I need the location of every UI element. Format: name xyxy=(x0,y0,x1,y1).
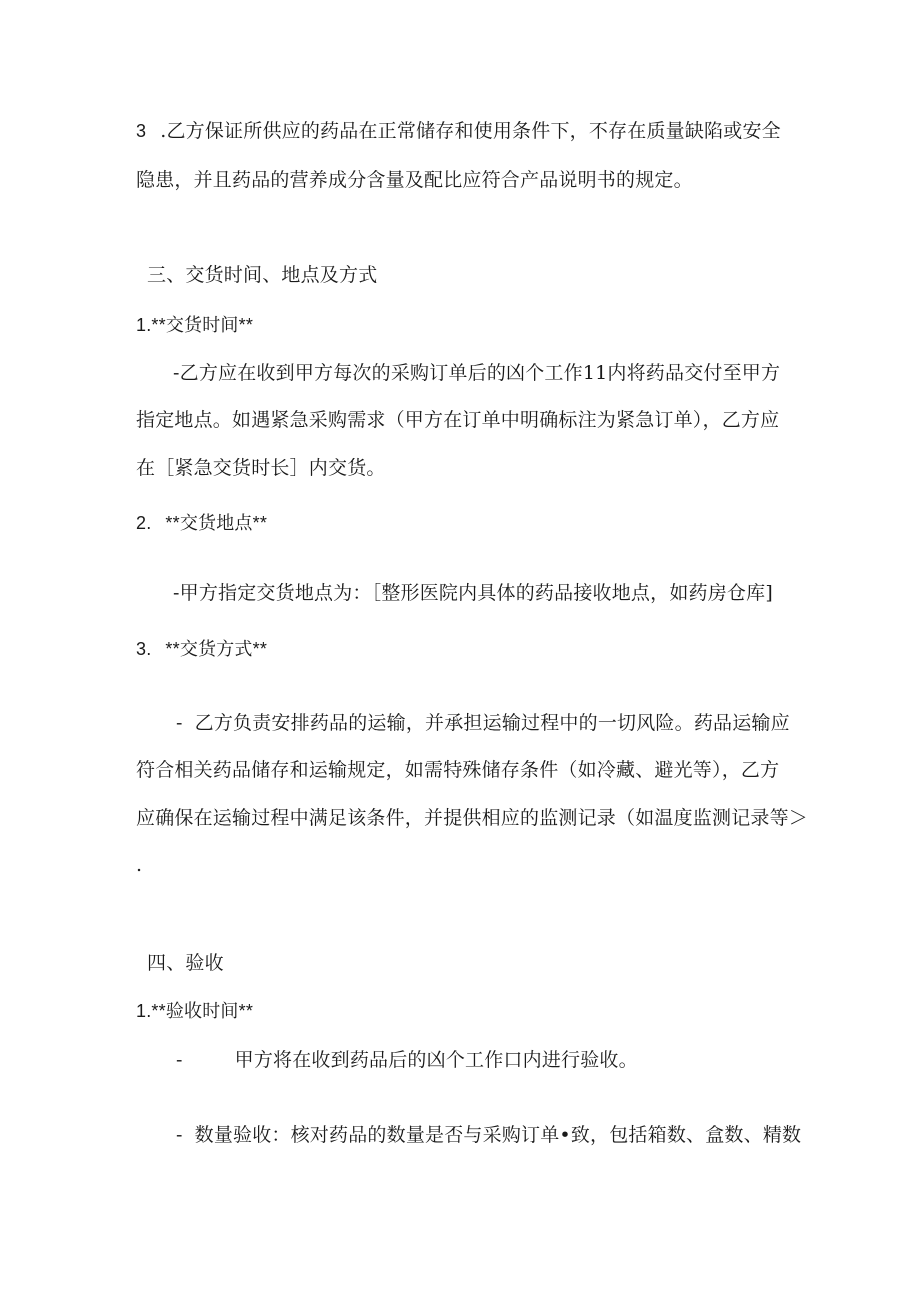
section3-sub2-line1: -甲方指定交货地点为：［整形医院内具体的药品接收地点，如药房仓库] xyxy=(173,582,773,604)
item3-line2: 隐患，并且药品的营养成分含量及配比应符合产品说明书的规定。 xyxy=(136,169,693,191)
section4-sub1-line2: 数量验收：核对药品的数量是否与采购订单•致，包括箱数、盒数、精数 xyxy=(194,1124,802,1146)
section3-sub1-line1: -乙方应在收到甲方每次的采购订单后的凶个工作11内将药品交付至甲方 xyxy=(173,362,781,384)
section3-heading: 三、交货时间、地点及方式 xyxy=(147,264,378,286)
section3-sub3-line3: 应确保在运输过程中满足该条件，并提供相应的监测记录（如温度监测记录等＞ xyxy=(136,807,809,829)
section3-sub3-line4: . xyxy=(136,854,143,876)
section3-sub2-label: **交货地点** xyxy=(165,513,268,533)
section3-sub1-label: 1.**交货时间** xyxy=(136,315,254,335)
section4-sub1-line1: 甲方将在收到药品后的凶个工作口内进行验收。 xyxy=(234,1049,638,1071)
section3-sub3-line1: 乙方负责安排药品的运输，并承担运输过程中的一切风险。药品运输应 xyxy=(194,712,790,734)
section4-sub1-label: 1.**验收时间** xyxy=(136,1001,254,1021)
section3-sub2-number: 2. xyxy=(136,513,152,533)
item3-line1 xyxy=(136,118,781,144)
section3-sub3-line2: 符合相关药品储存和运输规定，如需特殊储存条件（如冷藏、避光等），乙方 xyxy=(136,759,780,781)
section3-sub3-label: **交货方式** xyxy=(165,639,268,659)
section4-heading: 四、验收 xyxy=(147,952,224,974)
section4-sub1-row2 xyxy=(176,1122,801,1148)
section4-sub1-row1 xyxy=(176,1047,638,1073)
section3-sub3-number: 3. xyxy=(136,639,152,659)
section3-sub2-title xyxy=(136,510,267,536)
section3-sub3-dash: - xyxy=(176,712,183,734)
section3-sub3-title xyxy=(136,636,267,662)
section3-sub3-line1-row xyxy=(176,710,790,736)
section3-sub1-line3: 在［紧急交货时长］内交货。 xyxy=(136,457,386,479)
section4-sub1-dash2: - xyxy=(176,1124,183,1146)
section3-sub1-line2: 指定地点。如遇紧急采购需求（甲方在订单中明确标注为紧急订单），乙方应 xyxy=(136,409,780,431)
item3-text-line1: .乙方保证所供应的药品在正常储存和使用条件下，不存在质量缺陷或安全 xyxy=(160,120,781,142)
section4-sub1-dash1: - xyxy=(176,1049,183,1071)
item3-number: 3 xyxy=(136,121,147,141)
